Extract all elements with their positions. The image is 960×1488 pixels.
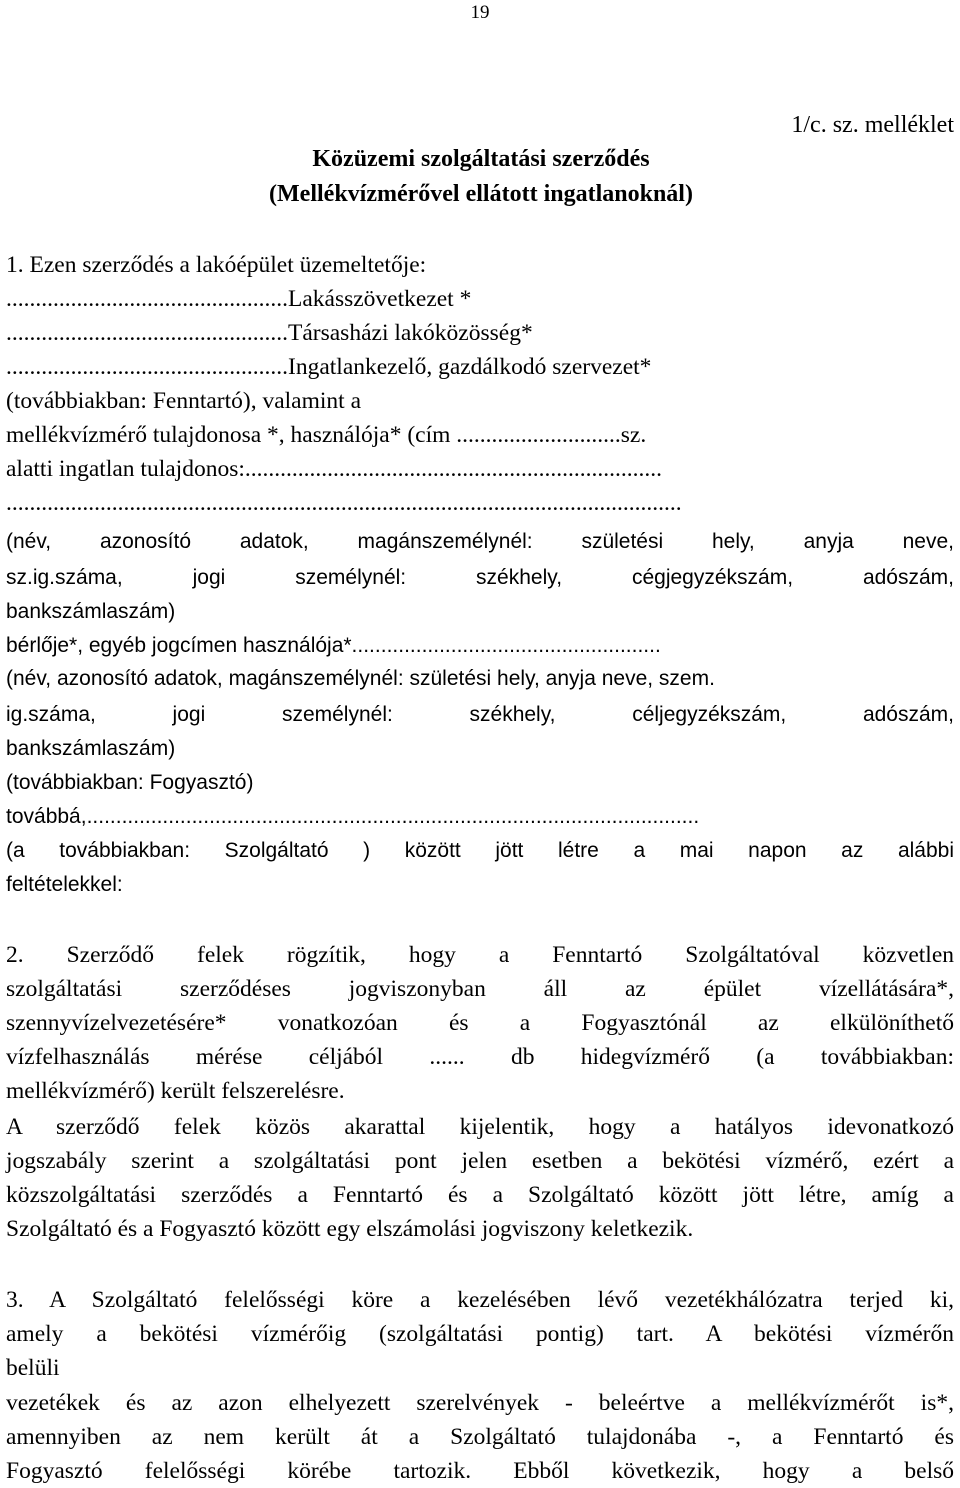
text-line: (név, azonosító adatok, magánszemélynél: születési hely, anyja neve, [6, 530, 954, 553]
text-line: (a továbbiakban: Szolgáltató ) között jött létre a mai napon az alábbi [6, 839, 954, 862]
text-line: A szerződő felek közös akarattal kijelentik, hogy a hatályos idevonatkozó [6, 1114, 954, 1140]
text-line: feltételekkel: [6, 873, 123, 896]
text-line: sz.ig.száma, jogi személynél: székhely, cégjegyzékszám, adószám, [6, 566, 954, 589]
text-line: mellékvízmérő tulajdonosa *, használója* (cím ............................sz. [6, 422, 647, 448]
text-line: továbbá,......................................................................................................... [6, 805, 700, 828]
text-line: közszolgáltatási szerződés a Fenntartó és a Szolgáltató között jött létre, amíg a [6, 1182, 954, 1208]
text-line: amely a bekötési vízmérőig (szolgáltatási pontig) tart. A bekötési vízmérőn [6, 1321, 954, 1347]
text-line: bankszámlaszám) [6, 737, 176, 760]
text-line: ................................................Ingatlankezelő, gazdálkodó szervezet* [6, 354, 652, 380]
text-line: ................................................Lakásszövetkezet * [6, 286, 472, 312]
text-line: (továbbiakban: Fogyasztó) [6, 771, 254, 794]
text-line: alatti ingatlan tulajdonos:....................................................................... [6, 456, 662, 482]
text-line: 2. Szerződő felek rögzítik, hogy a Fenntartó Szolgáltatóval közvetlen [6, 942, 954, 968]
text-line: jogszabály szerint a szolgáltatási pont jelen esetben a bekötési vízmérő, ezért a [6, 1148, 954, 1174]
text-line: vízfelhasználás mérése céljából ...... db hidegvízmérő (a továbbiakban: [6, 1044, 954, 1070]
text-line: bérlője*, egyéb jogcímen használója*..................................................... [6, 634, 661, 657]
text-line: bankszámlaszám) [6, 600, 176, 623]
document-subtitle: (Mellékvízmérővel ellátott ingatlanoknál) [269, 181, 693, 207]
text-line: (továbbiakban: Fenntartó), valamint a [6, 388, 362, 414]
text-line: Szolgáltató és a Fogyasztó között egy elszámolási jogviszony keletkezik. [6, 1216, 694, 1242]
annex-label: 1/c. sz. melléklet [791, 112, 954, 138]
text-line: belüli [6, 1355, 60, 1381]
text-line: ................................................................................................................... [6, 490, 682, 516]
document-title: Közüzemi szolgáltatási szerződés [312, 146, 650, 172]
text-line: szennyvízelvezetésére* vonatkozóan és a Fogyasztónál az elkülöníthető [6, 1010, 954, 1036]
text-line: (név, azonosító adatok, magánszemélynél: születési hely, anyja neve, szem. [6, 667, 715, 690]
page-number: 19 [470, 2, 490, 23]
text-line: vezetékek és az azon elhelyezett szerelvények - beleértve a mellékvízmérőt is*, [6, 1390, 954, 1416]
text-line: ................................................Társasházi lakóközösség* [6, 320, 533, 346]
text-line: ig.száma, jogi személynél: székhely, céljegyzékszám, adószám, [6, 703, 954, 726]
text-line: szolgáltatási szerződéses jogviszonyban áll az épület vízellátására*, [6, 976, 954, 1002]
text-line: amennyiben az nem került át a Szolgáltató tulajdonába -, a Fenntartó és [6, 1424, 954, 1450]
text-line: 3. A Szolgáltató felelősségi köre a kezelésében lévő vezetékhálózatra terjed ki, [6, 1287, 954, 1313]
text-line: Fogyasztó felelősségi körébe tartozik. Ebből következik, hogy a belső [6, 1458, 954, 1484]
text-line: mellékvízmérő) került felszerelésre. [6, 1078, 345, 1104]
text-line: 1. Ezen szerződés a lakóépület üzemeltetője: [6, 252, 427, 278]
